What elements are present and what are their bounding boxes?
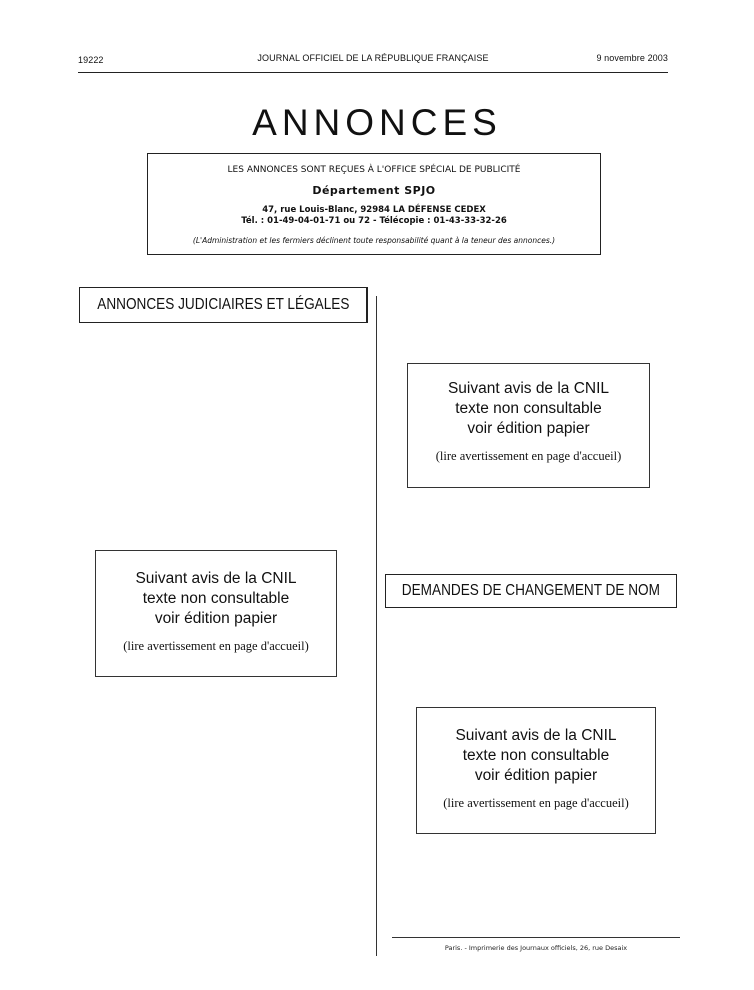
column-divider (376, 296, 377, 956)
department-line: Département SPJO (312, 184, 436, 197)
publication-date: 9 novembre 2003 (596, 53, 668, 63)
publicity-office-box (147, 153, 601, 255)
disclaimer-line: (L'Administration et les fermiers déclinent toute responsabilité quant à la teneur des annonces.) (192, 236, 556, 245)
section-heading-judicial-notices: ANNONCES JUDICIAIRES ET LÉGALES (79, 287, 368, 323)
cnil-line-2: texte non consultable (462, 747, 610, 764)
cnil-note: (lire avertissement en page d'accueil) (123, 639, 309, 653)
page-number: 19222 (78, 55, 104, 65)
address-line: 47, rue Louis-Blanc, 92984 LA DÉFENSE CEDEX (262, 205, 486, 215)
cnil-line-1: Suivant avis de la CNIL (135, 570, 297, 587)
cnil-note: (lire avertissement en page d'accueil) (443, 796, 629, 810)
header-rule (78, 72, 668, 73)
cnil-line-1: Suivant avis de la CNIL (447, 380, 610, 397)
section-heading-name-change: DEMANDES DE CHANGEMENT DE NOM (385, 574, 677, 608)
cnil-line-2: texte non consultable (142, 590, 290, 607)
printer-imprint: Paris. - Imprimerie des Journaux officiels, 26, rue Desaix (444, 944, 628, 952)
cnil-line-2: texte non consultable (455, 400, 602, 417)
cnil-note: (lire avertissement en page d'accueil) (435, 449, 622, 463)
cnil-line-3: voir édition papier (467, 420, 590, 437)
cnil-line-1: Suivant avis de la CNIL (455, 727, 617, 744)
page-header (78, 52, 668, 68)
journal-title: JOURNAL OFFICIEL DE LA RÉPUBLIQUE FRANÇAISE (257, 53, 489, 63)
cnil-notice-box (407, 363, 650, 488)
office-line: LES ANNONCES SONT REÇUES À L'OFFICE SPÉCIAL DE PUBLICITÉ (227, 165, 521, 175)
page-title: ANNONCES (252, 102, 502, 143)
phone-line: Tél. : 01-49-04-01-71 ou 72 - Télécopie : 01-43-33-32-26 (241, 216, 507, 226)
cnil-line-3: voir édition papier (154, 610, 278, 627)
cnil-notice-box (416, 707, 656, 834)
footer-rule (392, 937, 680, 938)
cnil-line-3: voir édition papier (474, 767, 598, 784)
cnil-notice-box (95, 550, 337, 677)
